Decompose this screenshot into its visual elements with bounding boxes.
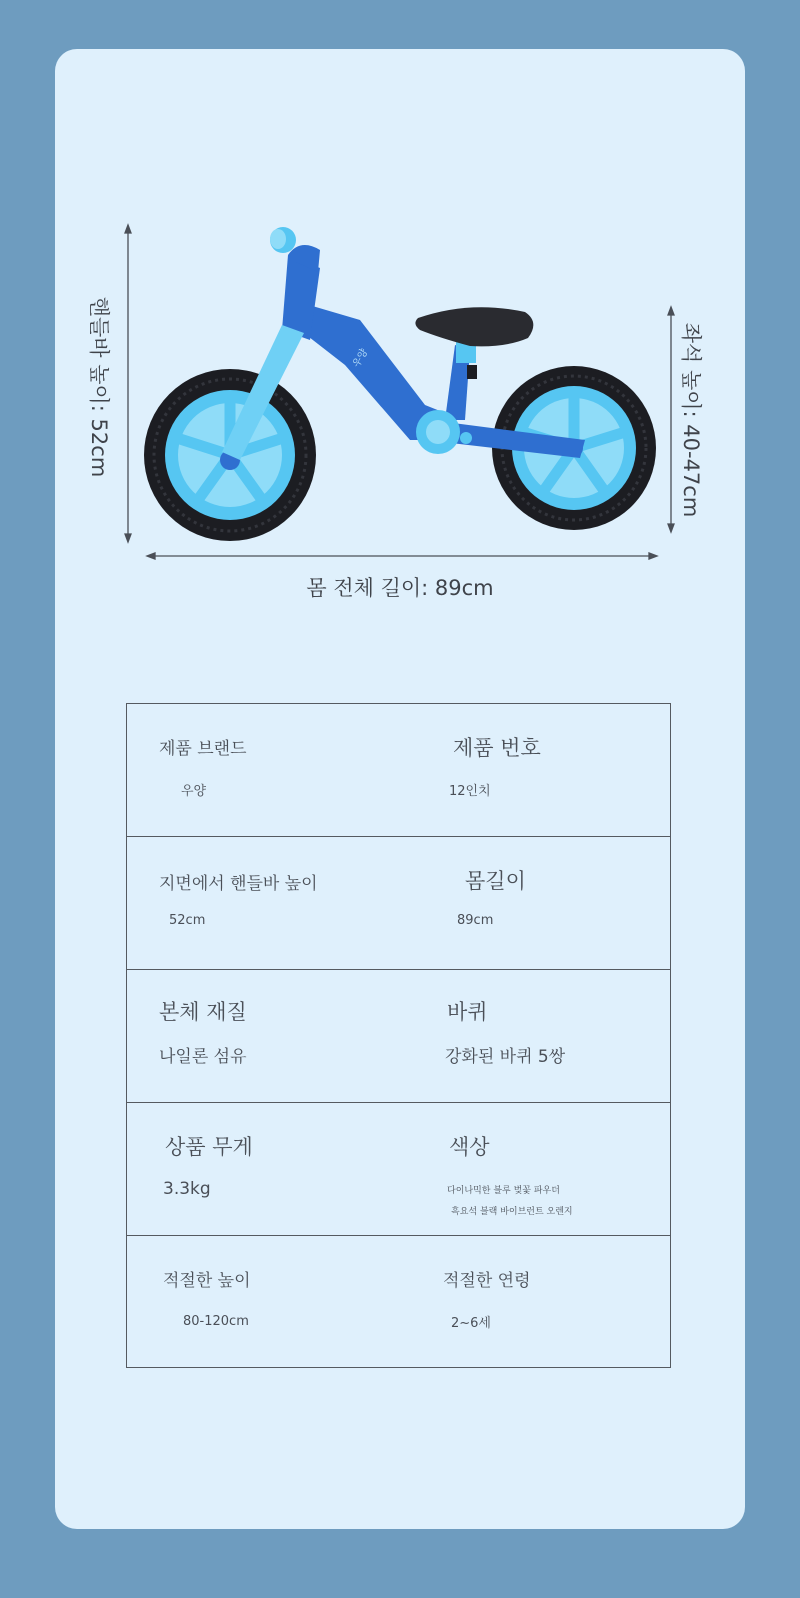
spec-row	[127, 970, 670, 1103]
spec-value: 3.3kg	[163, 1179, 211, 1199]
handlebar-height-dimension-line	[125, 225, 131, 542]
spec-label: 본체 재질	[159, 1000, 247, 1024]
body-length-dimension-line	[147, 553, 657, 559]
spec-row	[127, 837, 670, 970]
spec-value: 나일론 섬유	[159, 1047, 247, 1067]
body-length-label: 몸 전체 길이: 89cm	[306, 576, 494, 600]
spec-value: 강화된 바퀴 5쌍	[445, 1047, 566, 1067]
spec-row	[127, 1236, 670, 1369]
spec-label: 상품 무게	[165, 1135, 253, 1159]
spec-cell	[417, 1103, 670, 1235]
spec-value-secondary: 흑요석 블랙 바이브런트 오렌지	[451, 1207, 573, 1217]
spec-cell	[417, 704, 670, 836]
spec-value: 89cm	[457, 913, 494, 928]
spec-label: 몸길이	[465, 869, 526, 893]
spec-cell	[417, 970, 670, 1102]
seat-height-label: 좌석 높이: 40-47cm	[679, 322, 703, 518]
spec-value: 12인치	[449, 784, 491, 799]
spec-cell	[127, 970, 417, 1102]
spec-row	[127, 704, 670, 837]
seat-height-dimension-line	[668, 307, 674, 532]
spec-row	[127, 1103, 670, 1236]
spec-label: 적절한 연령	[443, 1271, 531, 1291]
spec-value: 52cm	[169, 913, 206, 928]
spec-label: 적절한 높이	[163, 1271, 251, 1291]
spec-value: 다이나믹한 블루 벚꽃 파우더	[447, 1186, 560, 1196]
spec-cell	[417, 1236, 670, 1369]
spec-cell	[127, 837, 417, 969]
spec-cell	[127, 1103, 417, 1235]
spec-value: 우양	[181, 784, 207, 799]
spec-value: 2~6세	[451, 1316, 491, 1331]
spec-label: 바퀴	[447, 1000, 488, 1024]
frame-label: 우양	[351, 347, 371, 370]
spec-label: 지면에서 핸들바 높이	[159, 874, 318, 894]
spec-label: 제품 번호	[453, 736, 541, 760]
spec-value: 80-120cm	[183, 1314, 249, 1329]
spec-cell	[127, 704, 417, 836]
spec-label: 제품 브랜드	[159, 739, 247, 759]
spec-table	[126, 703, 671, 1368]
spec-label: 색상	[449, 1135, 490, 1159]
spec-cell	[417, 837, 670, 969]
spec-cell	[127, 1236, 417, 1369]
handlebar-height-label: 핸들바 높이: 52cm	[87, 296, 111, 478]
